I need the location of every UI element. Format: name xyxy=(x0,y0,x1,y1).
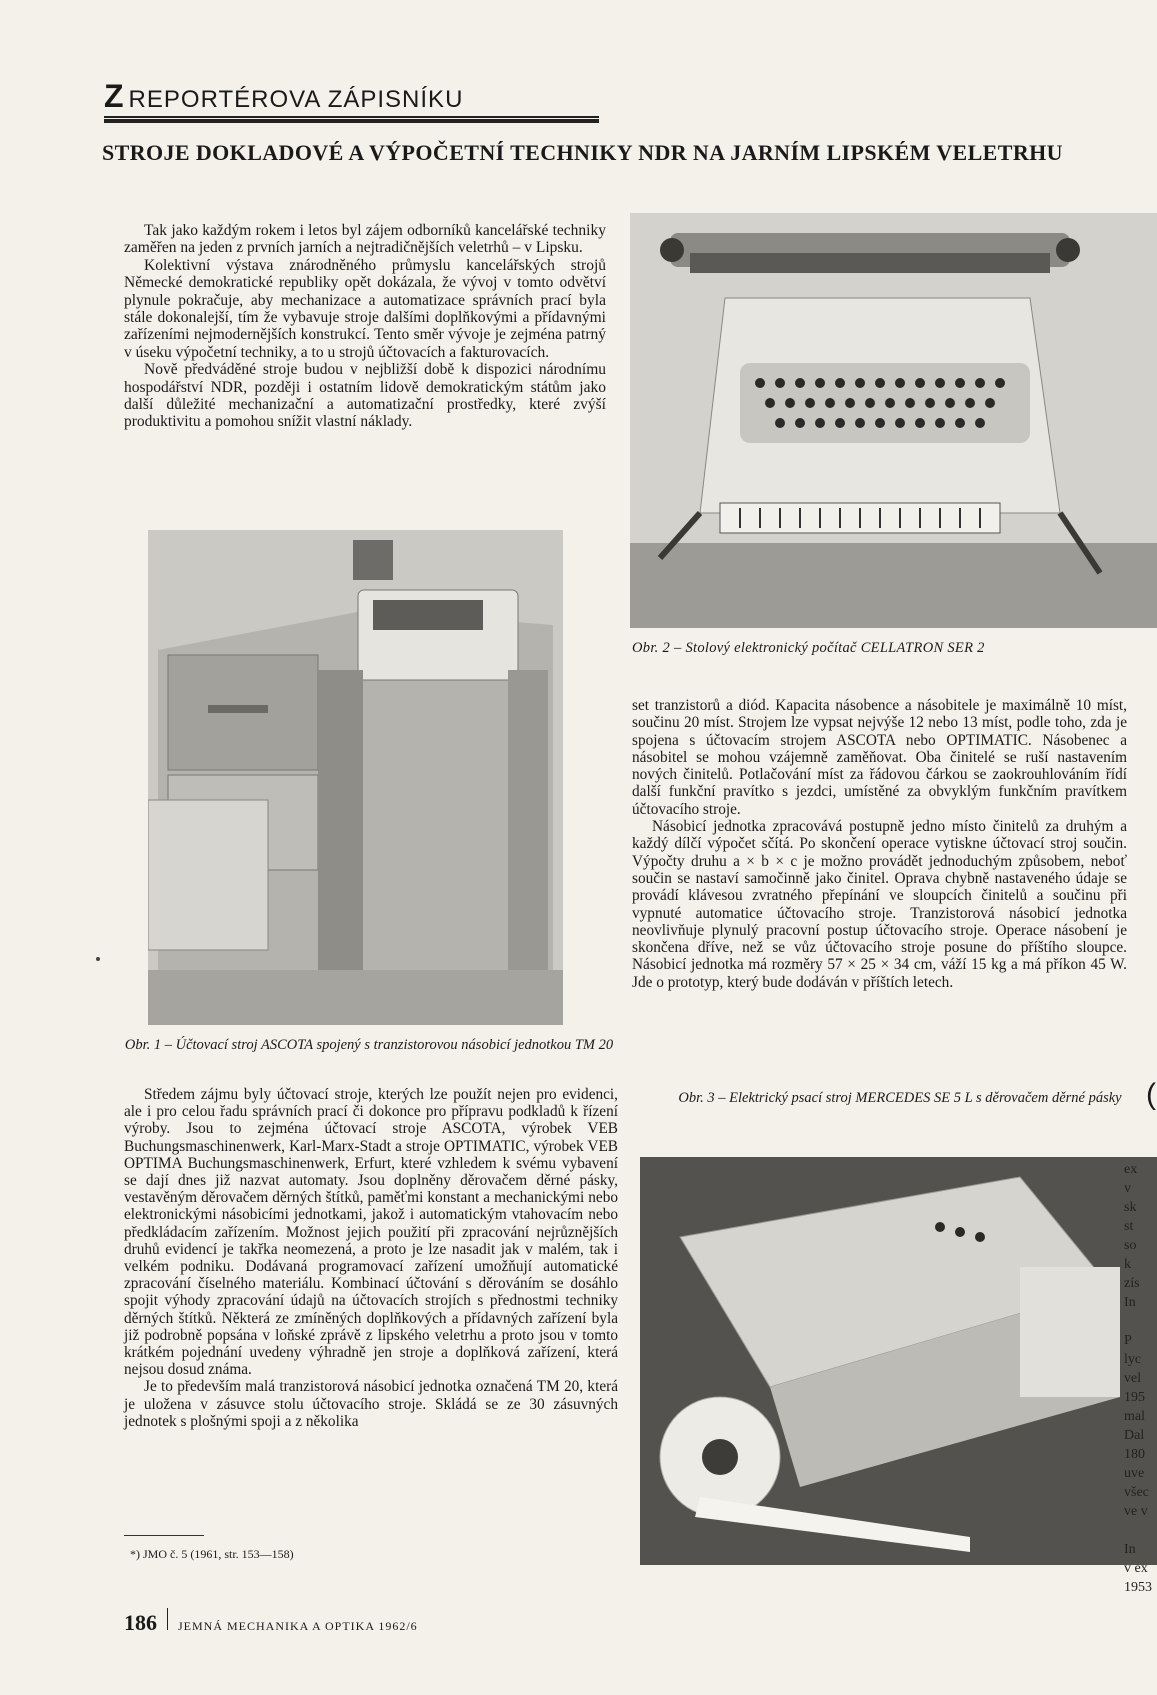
edge-line: 180 xyxy=(1124,1447,1145,1462)
intro-text xyxy=(124,222,606,431)
page-number: 186 xyxy=(124,1610,157,1635)
print-speck xyxy=(96,957,100,961)
next-page-edge-text xyxy=(1124,1160,1157,1600)
edge-line: st xyxy=(1124,1219,1134,1234)
footnote: *) JMO č. 5 (1961, str. 153—158) xyxy=(130,1547,294,1561)
figure-1-caption: Obr. 1 – Účtovací stroj ASCOTA spojený s tranzistorovou násobicí jednotkou TM 20 xyxy=(124,1037,614,1053)
page-footer xyxy=(124,1608,418,1636)
section-initial: Z xyxy=(104,78,125,114)
edge-line: v xyxy=(1124,1181,1131,1196)
edge-line: so xyxy=(1124,1238,1137,1253)
edge-line: k xyxy=(1124,1257,1131,1272)
figure-2-cellatron-photo xyxy=(630,213,1157,628)
edge-line: 195 xyxy=(1124,1390,1145,1405)
right-column-text xyxy=(632,697,1127,991)
edge-line: zís xyxy=(1124,1276,1140,1291)
paragraph: Nově předváděné stroje budou v nejbližší době k dispozici národnímu hospodářství NDR, později i ostatním lidově demokratickým státům jako další důležité mechanizační a automatizační prostředky, které zvýší produktivitu a pomohou snížit vlastní náklady. xyxy=(124,361,606,431)
edge-line: uve xyxy=(1124,1466,1145,1481)
footer-divider xyxy=(167,1608,168,1630)
figure-1-ascota-photo xyxy=(148,530,563,1025)
edge-line: všec xyxy=(1124,1485,1149,1500)
edge-line: sk xyxy=(1124,1200,1137,1215)
paragraph: set tranzistorů a diód. Kapacita násobence a násobitele je maximálně 10 míst, součinu 20 míst. Strojem lze vypsat nejvýše 12 nebo 13 míst, podle toho, zda je spojena s účtovacím strojem ASCOTA nebo OPTIMATIC. Násobenec a násobitel se mohou vzájemně zaměňovat. Oba činitelé se ruší nastavením nových činitelů. Potlačování míst za řádovou čárkou se zaokrouhlováním řídí další funkční pravítko s jezdci, umístěné za obvyklým funkčním pravítkem účtovacího stroje. xyxy=(632,697,1127,818)
header-rule xyxy=(104,116,599,118)
figure-3-mercedes-photo xyxy=(640,1157,1157,1565)
paragraph: Kolektivní výstava znárodněného průmyslu kancelářských strojů Německé demokratické republiky opět dokázala, že vývoj v tomto odvětví plynule pokračuje, aby mechanizace a automatizace správních prací byla stále dokonalejší, tím že vybavuje stroje dalšími doplňkovými a přídavnými zařízeními nejmodernějších konstrukcí. Tento směr vývoje je zejména patrný v úseku výpočetní techniky, a to u strojů účtovacích a fakturovacích. xyxy=(124,256,606,361)
paragraph: Je to především malá tranzistorová násobicí jednotka označená TM 20, která je uložena v zásuvce stolu účtovacího stroje. Skládá se ze 30 zásuvných jednotek s plošnými spoji a z několika xyxy=(124,1378,618,1430)
next-page-fragment: ( xyxy=(1146,1078,1156,1111)
edge-line xyxy=(1124,1312,1157,1331)
paragraph: Středem zájmu byly účtovací stroje, kterých lze použít nejen pro evidenci, ale i pro celou řadu správních prací či dokonce pro přípravu podkladů k řízení výroby. Jsou to zejména účtovací stroje ASCOTA, výrobek VEB Buchungsmaschinenwerk, Karl-Marx-Stadt a stroje OPTIMATIC, výrobek VEB OPTIMA Buchungsmaschinenwerk, Erfurt, které vzhledem k svému vybavení se dají dnes již nazvat automaty. Jsou doplněny děrovačem děrné pásky, vestavěným děrovačem děrných štítků, paměťmi konstant a mechanickými nebo elektronickými násobicími jednotkami, jakož i automatickým vtahovacím nebo předkládacím zařízením. Možnost jejich použití při zpracování nejrůznějších druhů evidencí je takřka neomezená, a proto je lze nasadit jak v malém, tak i velkém podniku. Dodávaná programovací zařízení umožňují automatické zpracování číselného materiálu. Kombinací účtování s děrováním se dosáhlo spojit výhody zpracování údajů na účtovacích strojích s přednostmi techniky děrných štítků. Některá ze zmíněných doplňkových a přídavných zařízení byla již podrobně popsána v loňské zprávě z lipského veletrhu a proto jsou v tomto krátkém pojednání uvedeny výhradně jen stroje a doplňková zařízení, která nejsou dosud známa. xyxy=(124,1086,618,1379)
edge-line: mal xyxy=(1124,1409,1145,1424)
left-column-text xyxy=(124,1086,618,1430)
edge-line: v ex xyxy=(1124,1561,1148,1576)
edge-line: Dal xyxy=(1124,1428,1145,1443)
edge-line: vel xyxy=(1124,1371,1142,1386)
edge-line: In xyxy=(1124,1295,1136,1310)
section-name: REPORTÉROVA ZÁPISNÍKU xyxy=(128,86,464,113)
edge-line: ex xyxy=(1124,1162,1138,1177)
article-title: STROJE DOKLADOVÉ A VÝPOČETNÍ TECHNIKY NDR NA JARNÍM LIPSKÉM VELETRHU xyxy=(102,140,1063,165)
edge-line: ve v xyxy=(1124,1504,1148,1519)
figure-3-caption: Obr. 3 – Elektrický psací stroj MERCEDES SE 5 L s děrovačem děrné pásky xyxy=(678,1090,1122,1106)
edge-line: P xyxy=(1124,1333,1132,1348)
edge-line: 1953 xyxy=(1124,1580,1152,1595)
section-title xyxy=(104,78,463,115)
journal-name: JEMNÁ MECHANIKA A OPTIKA 1962/6 xyxy=(178,1619,418,1633)
paragraph: Násobicí jednotka zpracovává postupně jedno místo činitelů za druhým a každý dílčí výpočet sčítá. Po skončení operace vytiskne účtovací stroj součin. Výpočty druhu a × b × c je možno provádět jednoduchým způsobem, neboť součin se nastaví samočinně jako činitel. Oprava chybně nastaveného údaje se provádí klávesou zvratného přepínání ve sloupcích činitelů a součinu při vypnuté automatice účtovacího stroje. Tranzistorová násobicí jednotka neovlivňuje plynulý pracovní postup účtovacího stroje. Operace násobení je skončena dříve, než se vůz účtovacího stroje posune do příštího sloupce. Násobicí jednotka má rozměry 57 × 25 × 34 cm, váží 15 kg a má příkon 45 W. Jde o prototyp, který bude dodáván v příštích letech. xyxy=(632,818,1127,991)
header-rule-thick xyxy=(104,119,599,123)
edge-line: lyc xyxy=(1124,1352,1142,1367)
edge-line xyxy=(1124,1521,1157,1540)
edge-line: In xyxy=(1124,1542,1136,1557)
figure-2-caption: Obr. 2 – Stolový elektronický počítač CELLATRON SER 2 xyxy=(632,640,985,656)
paragraph: Tak jako každým rokem i letos byl zájem odborníků kancelářské techniky zaměřen na jeden z prvních jarních a nejtradičnějších veletrhů – v Lipsku. xyxy=(124,222,606,257)
footnote-rule xyxy=(124,1535,204,1536)
